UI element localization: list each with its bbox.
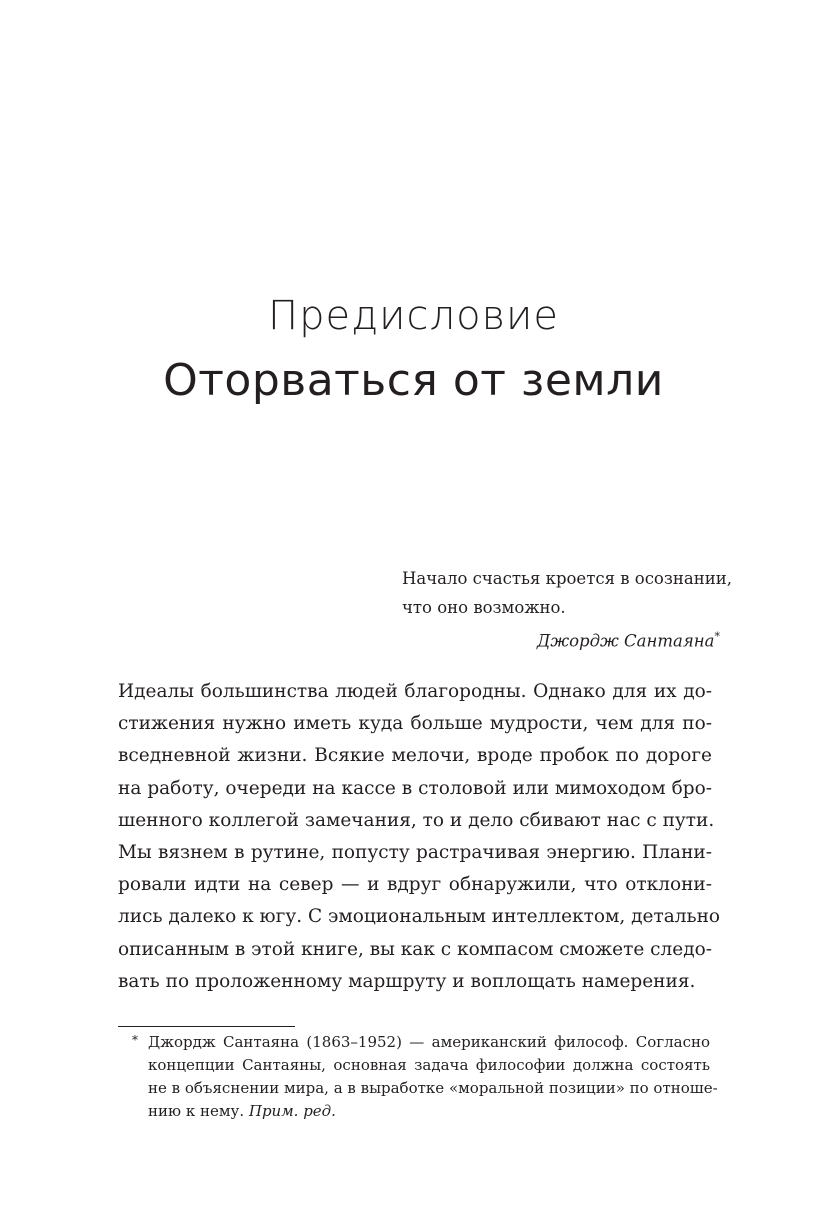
footnote-line-text: нию к нему. (148, 1102, 249, 1120)
footnote-reference: * (714, 630, 720, 643)
chapter-label: Предисловие (268, 293, 559, 339)
body-line: Мы вязнем в рутине, попусту растрачивая энергию. Плани- (118, 841, 712, 863)
body-line: шенного коллегой замечания, то и дело сбивают нас с пути. (118, 809, 715, 831)
footnote-line (148, 1100, 710, 1123)
body-line: Идеалы большинства людей благородны. Однако для их до- (118, 681, 712, 702)
footnote-line: концепции Сантаяны, основная задача философии должна состоять (148, 1056, 710, 1074)
epigraph-author (402, 622, 720, 656)
body-line: лись далеко к югу. С эмоциональным интеллектом, детально (118, 906, 721, 928)
body-line: вседневной жизни. Всякие мелочи, вроде пробок по дороге (118, 745, 712, 767)
footnote-divider (118, 1026, 295, 1027)
editor-note: Прим. ред. (248, 1102, 336, 1120)
epigraph-line: Начало счастья кроется в осознании, (402, 569, 732, 588)
epigraph-line: что оно возможно. (402, 598, 566, 617)
footnote-line: Джордж Сантаяна (1863–1952) — американский философ. Согласно (148, 1033, 710, 1051)
epigraph-author-name: Джордж Сантаяна (536, 631, 715, 651)
epigraph (402, 564, 732, 656)
footnote-line: не в объяснении мира, а в выработке «моральной позиции» по отноше- (148, 1079, 718, 1097)
body-line: вать по проложенному маршруту и воплощать намерения. (118, 970, 696, 992)
epigraph-text (402, 564, 732, 622)
chapter-title: Оторваться от земли (163, 355, 664, 406)
footnote (132, 1031, 718, 1123)
body-line: ровали идти на север — и вдруг обнаружили, что отклони- (118, 874, 712, 896)
body-paragraph (118, 676, 721, 998)
body-line: стижения нужно иметь куда больше мудрости, чем для по- (118, 713, 712, 735)
footnote-marker: * (132, 1033, 138, 1047)
body-line: описанным в этой книге, вы как с компасом сможете следо- (118, 938, 712, 960)
body-line: на работу, очереди на кассе в столовой или мимоходом бро- (118, 777, 712, 799)
